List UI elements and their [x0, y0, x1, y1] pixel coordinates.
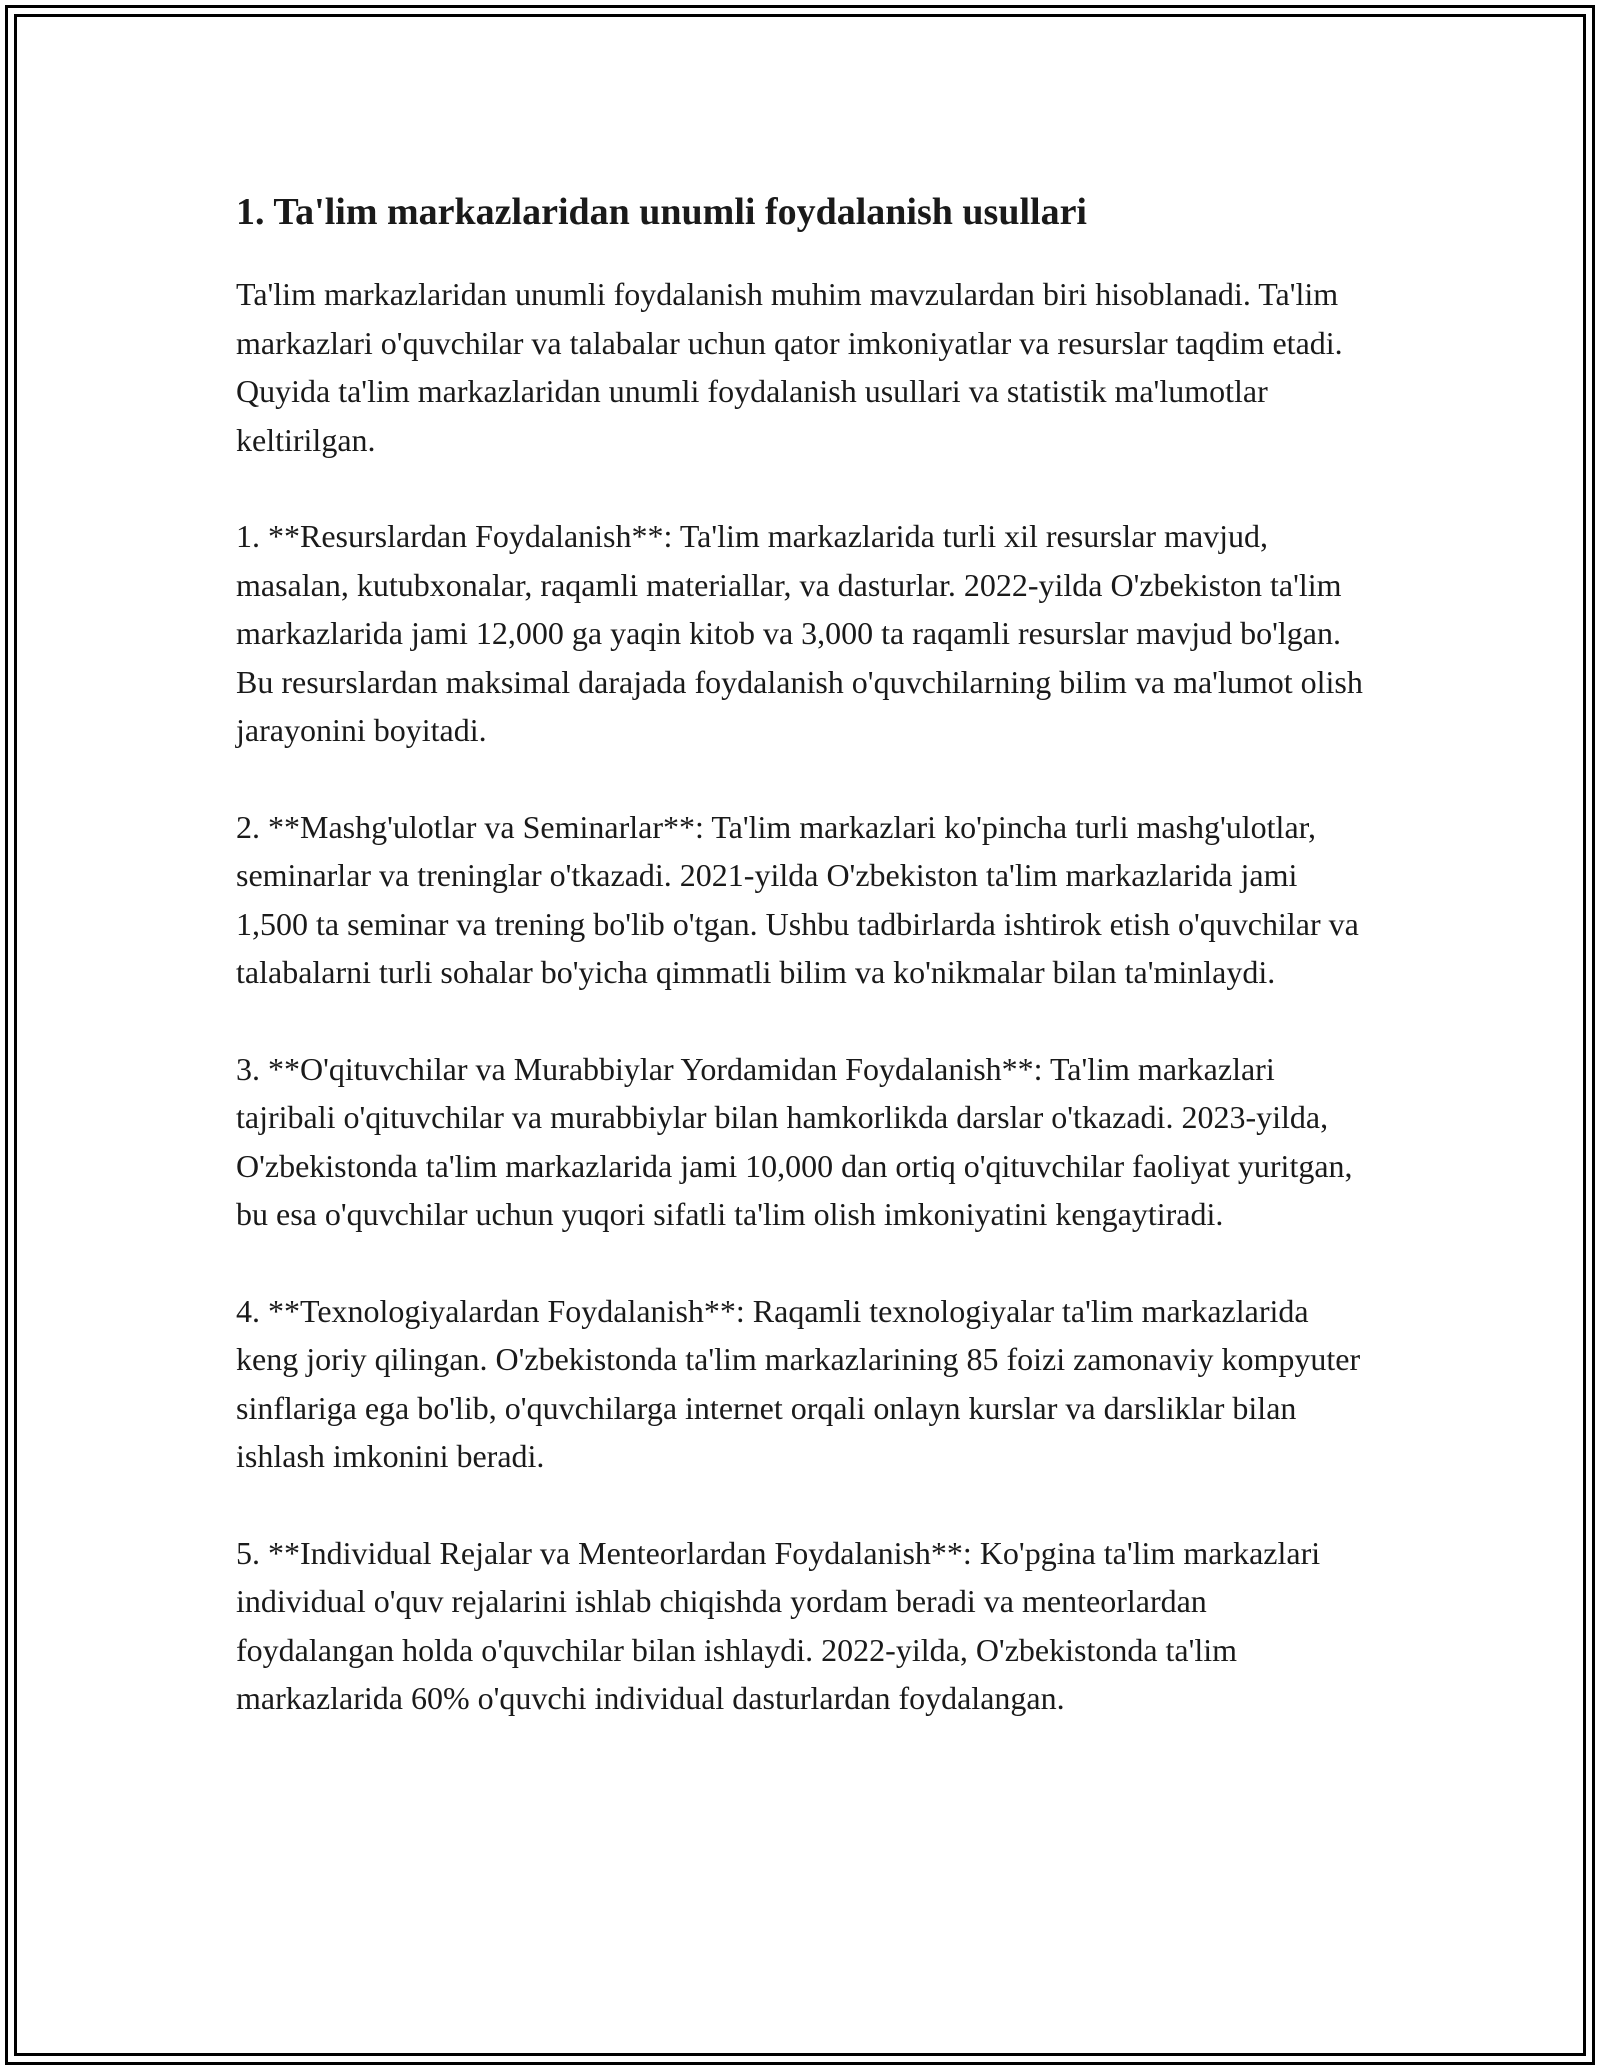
- paragraph-individual-plans: 5. **Individual Rejalar va Menteorlardan Foydalanish**: Ko'pgina ta'lim markazlari individual o'quv rejalarini ishlab chiqishda yordam beradi va menteorlardan foydalangan holda o'quvchilar bilan ishlaydi. 2022-yilda, O'zbekistonda ta'lim markazlarida 60% o'quvchi individual dasturlardan foydalangan.: [236, 1534, 1321, 1716]
- intro-paragraph: Ta'lim markazlaridan unumli foydalanish muhim mavzulardan biri hisoblanadi. Ta'lim markazlari o'quvchilar va talabalar uchun qator imkoniyatlar va resurslar taqdim etadi. Quyida ta'lim markazlaridan unumli foydalanish usullari va statistik ma'lumotlar keltirilgan.: [236, 276, 1343, 458]
- paragraph-resources: 1. **Resurslardan Foydalanish**: Ta'lim markazlarida turli xil resurslar mavjud, masalan, kutubxonalar, raqamli materiallar, va dasturlar. 2022-yilda O'zbekiston ta'lim markazlarida jami 12,000 ga yaqin kitob va 3,000 ta raqamli resurslar mavjud bo'lgan. Bu resurslardan maksimal darajada foydalanish o'quvchilarning bilim va ma'lumot olish jarayonini boyitadi.: [236, 518, 1363, 748]
- paragraph-teachers: 3. **O'qituvchilar va Murabbiylar Yordamidan Foydalanish**: Ta'lim markazlari tajribali o'qituvchilar va murabbiylar bilan hamkorlikda darslar o'tkazadi. 2023-yilda, O'zbekistonda ta'lim markazlarida jami 10,000 dan ortiq o'qituvchilar faoliyat yuritgan, bu esa o'quvchilar uchun yuqori sifatli ta'lim olish imkoniyatini kengaytiradi.: [236, 1050, 1353, 1232]
- paragraph-technology: 4. **Texnologiyalardan Foydalanish**: Raqamli texnologiyalar ta'lim markazlarida keng joriy qilingan. O'zbekistonda ta'lim markazlarining 85 foizi zamonaviy kompyuter sinflariga ega bo'lib, o'quvchilarga internet orqali onlayn kurslar va darsliklar bilan ishlash imkonini beradi.: [236, 1292, 1361, 1474]
- document-body: [236, 188, 1366, 1771]
- paragraph-seminars: 2. **Mashg'ulotlar va Seminarlar**: Ta'lim markazlari ko'pincha turli mashg'ulotlar, seminarlar va treninglar o'tkazadi. 2021-yilda O'zbekiston ta'lim markazlarida jami 1,500 ta seminar va trening bo'lib o'tgan. Ushbu tadbirlarda ishtirok etish o'quvchilar va talabalarni turli sohalar bo'yicha qimmatli bilim va ko'nikmalar bilan ta'minlaydi.: [236, 808, 1359, 990]
- document-title: 1. Ta'lim markazlaridan unumli foydalanish usullari: [236, 191, 1087, 233]
